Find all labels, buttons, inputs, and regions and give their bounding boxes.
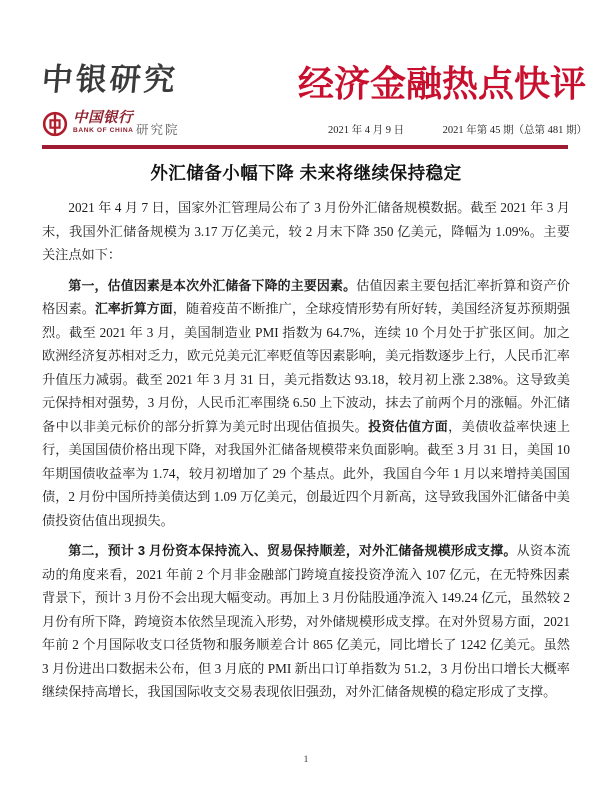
brand-calligraphy: 中银研究: [40, 62, 180, 97]
text-run-bold: 投资估值方面: [368, 418, 449, 434]
bank-name-block: [73, 110, 134, 135]
paragraph-intro: [42, 196, 570, 267]
paragraph-second-point: [42, 539, 570, 704]
article-title: 外汇储备小幅下降 未来将继续保持稳定: [150, 163, 462, 183]
text-run: 2021 年 4 月 7 日，国家外汇管理局公布了 3 月份外汇储备规模数据。截至 2021 年 3 月末，我国外汇储备规模为 3.17 万亿美元，较 2 月末下降 350 亿美元，降幅为 1.09%。主要关注点如下：: [42, 200, 570, 262]
header-divider: [42, 145, 568, 149]
text-run: ，美债收益率快速上行，美国国债价格出现下降，对我国外汇储备规模带来负面影响。截至 3 月 31 日，美国 10 年期国债收益率为 1.74，较月初增加了 29 个基点。此外，我国自今年 1 月以来增持美国国债，2 月份中国所持美债达到 1.09 万亿美元，创最近四个月新高，这导致我国外汇储备中美债投资估值出现损失。: [42, 418, 571, 528]
page-number: 1: [303, 755, 309, 765]
text-run-bold: 第二，预计 3 月份资本保持流入、贸易保持顺差，对外汇储备规模形成支撑。: [68, 543, 517, 558]
bank-name-en: BANK OF CHINA: [73, 127, 134, 134]
text-run: ，随着疫苗不断推广，全球疫情形势有所好转，美国经济复苏预期强烈。截至 2021 年 3 月，美国制造业 PMI 指数为 64.7%，连续 10 个月处于扩张区间。加之欧洲经济复苏相对乏力，欧元兑美元汇率贬值等因素影响，美元指数逐步上行，人民币汇率升值压力减弱。截至 2021 年 3 月 31 日，美元指数达 93.18，较月初上涨 2.38%。这导致美元保持相对强势，3 月份，人民币汇率围绕 6.50 上下波动，抹去了前两个月的涨幅。外汇储备中以非美元标价的部分折算为美元时出现估值损失。: [42, 301, 571, 434]
issue-date: 2021 年 4 月 9 日: [328, 125, 405, 136]
text-run: 从资本流动的角度来看，2021 年前 2 个月非金融部门跨境直接投资净流入 107 亿元，在无特殊因素背景下，预计 3 月份不会出现大幅变动。再加上 3 月份陆股通净流入 149.24 亿元，虽然较 2 月份有所下降，跨境资本依然呈现流入形势，对外储规模形成支撑。在对外贸易方面，2021 年前 2 个月国际收支口径货物和服务顺差合计 865 亿美元，同比增长了 1242 亿美元。虽然 3 月份进出口数据未公布，但 3 月底的 PMI 新出口订单指数为 51.2，3 月份出口增长大概率继续保持高增长，我国国际收支交易表现依旧强劲，对外汇储备规模的稳定形成了支撑。: [42, 543, 571, 699]
bank-of-china-logo-icon: [42, 111, 68, 137]
issue-number: 2021 年第 45 期（总第 481 期）: [442, 125, 587, 136]
text-run: 估值因素主要包括汇率折算和资产价格因素。: [42, 277, 570, 316]
text-run-bold: 汇率折算方面: [94, 301, 173, 316]
article-body: [42, 160, 570, 704]
institute-label: 研究院: [136, 123, 180, 137]
paragraph-first-point: [42, 274, 570, 533]
bank-name-cn: 中国银行: [73, 110, 133, 126]
text-run-bold: 第一，估值因素是本次外汇储备下降的主要因素。: [68, 277, 357, 293]
masthead-title: 经济金融热点快评: [297, 63, 586, 104]
